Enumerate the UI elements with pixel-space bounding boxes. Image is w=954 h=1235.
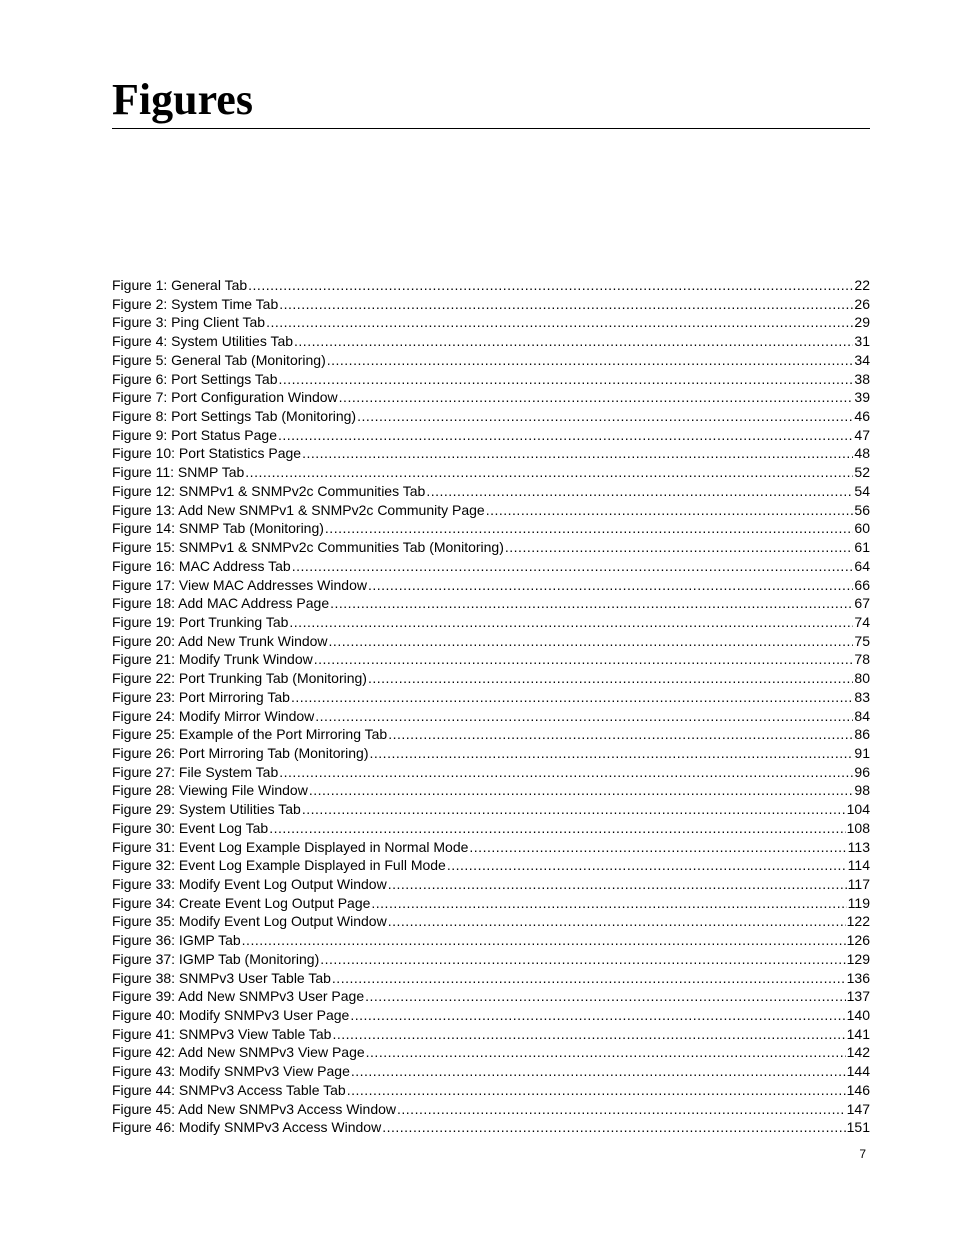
- dot-leader: [332, 1025, 845, 1044]
- dot-leader: [329, 632, 854, 651]
- toc-entry-label: Figure 36: IGMP Tab: [112, 932, 241, 949]
- toc-entry[interactable]: [112, 519, 870, 538]
- toc-entry-label: Figure 11: SNMP Tab: [112, 464, 245, 481]
- toc-entry[interactable]: [112, 650, 870, 669]
- toc-entry-page: 48: [854, 445, 870, 462]
- toc-entry-label: Figure 25: Example of the Port Mirroring Tab: [112, 726, 388, 743]
- toc-entry[interactable]: [112, 332, 870, 351]
- toc-entry-label: Figure 4: System Utilities Tab: [112, 333, 294, 350]
- toc-entry[interactable]: [112, 688, 870, 707]
- toc-entry-label: Figure 32: Event Log Example Displayed in Full Mode: [112, 857, 446, 874]
- toc-entry-label: Figure 14: SNMP Tab (Monitoring): [112, 520, 324, 537]
- dot-leader: [302, 444, 853, 463]
- dot-leader: [357, 407, 853, 426]
- title-divider: [112, 128, 870, 129]
- toc-entry-page: 104: [846, 801, 870, 818]
- dot-leader: [368, 669, 853, 688]
- toc-entry-label: Figure 23: Port Mirroring Tab: [112, 688, 290, 705]
- toc-entry-label: Figure 16: MAC Address Tab: [112, 557, 291, 574]
- toc-entry-label: Figure 41: SNMPv3 View Table Tab: [112, 1025, 332, 1042]
- toc-entry-page: 66: [854, 576, 870, 593]
- toc-entry-page: 78: [854, 651, 870, 668]
- toc-entry-page: 64: [854, 557, 870, 574]
- toc-entry-label: Figure 45: Add New SNMPv3 Access Window: [112, 1100, 397, 1117]
- toc-entry[interactable]: [112, 444, 870, 463]
- dot-leader: [370, 744, 854, 763]
- toc-entry-label: Figure 44: SNMPv3 Access Table Tab: [112, 1081, 346, 1098]
- toc-entry-page: 140: [846, 1007, 870, 1024]
- dot-leader: [314, 650, 854, 669]
- toc-entry-label: Figure 35: Modify Event Log Output Window: [112, 913, 387, 930]
- toc-entry-label: Figure 30: Event Log Tab: [112, 819, 269, 836]
- toc-entry-label: Figure 37: IGMP Tab (Monitoring): [112, 950, 320, 967]
- toc-entry[interactable]: [112, 1100, 870, 1119]
- toc-entry-page: 39: [854, 389, 870, 406]
- toc-entry[interactable]: [112, 557, 870, 576]
- toc-entry-page: 113: [847, 838, 870, 855]
- toc-entry-page: 67: [854, 595, 870, 612]
- toc-entry[interactable]: [112, 819, 870, 838]
- dot-leader: [289, 613, 853, 632]
- toc-entry-page: 47: [854, 426, 870, 443]
- dot-leader: [245, 463, 853, 482]
- toc-entry[interactable]: [112, 295, 870, 314]
- dot-leader: [371, 894, 846, 913]
- toc-entry-page: 146: [846, 1081, 870, 1098]
- toc-entry-page: 141: [846, 1025, 870, 1042]
- toc-entry-page: 136: [846, 969, 870, 986]
- dot-leader: [279, 763, 853, 782]
- toc-entry[interactable]: [112, 1062, 870, 1081]
- toc-entry-label: Figure 34: Create Event Log Output Page: [112, 894, 371, 911]
- toc-entry[interactable]: [112, 276, 870, 295]
- toc-entry-label: Figure 6: Port Settings Tab: [112, 370, 278, 387]
- toc-entry-page: 52: [854, 464, 870, 481]
- toc-entry-label: Figure 39: Add New SNMPv3 User Page: [112, 988, 365, 1005]
- dot-leader: [242, 931, 846, 950]
- toc-entry-label: Figure 12: SNMPv1 & SNMPv2c Communities Tab: [112, 482, 426, 499]
- dot-leader: [309, 781, 854, 800]
- toc-entry[interactable]: [112, 1043, 870, 1062]
- toc-entry-page: 96: [854, 763, 870, 780]
- toc-entry[interactable]: [112, 501, 870, 520]
- toc-entry-label: Figure 43: Modify SNMPv3 View Page: [112, 1063, 350, 1080]
- toc-entry[interactable]: [112, 576, 870, 595]
- toc-entry-page: 34: [854, 351, 870, 368]
- toc-entry[interactable]: [112, 1006, 870, 1025]
- toc-entry[interactable]: [112, 1081, 870, 1100]
- toc-entry[interactable]: [112, 388, 870, 407]
- dot-leader: [248, 276, 853, 295]
- dot-leader: [351, 1062, 846, 1081]
- dot-leader: [279, 370, 854, 389]
- dot-leader: [292, 557, 854, 576]
- dot-leader: [294, 332, 853, 351]
- toc-entry-page: 147: [846, 1100, 870, 1117]
- dot-leader: [347, 1081, 846, 1100]
- toc-entry-label: Figure 40: Modify SNMPv3 User Page: [112, 1007, 350, 1024]
- toc-entry[interactable]: [112, 744, 870, 763]
- page-title: Figures: [112, 75, 253, 124]
- toc-entry[interactable]: [112, 407, 870, 426]
- toc-entry[interactable]: [112, 351, 870, 370]
- dot-leader: [315, 707, 853, 726]
- toc-entry-page: 29: [854, 314, 870, 331]
- toc-entry-label: Figure 7: Port Configuration Window: [112, 389, 338, 406]
- toc-entry-label: Figure 9: Port Status Page: [112, 426, 277, 443]
- toc-entry-page: 86: [854, 726, 870, 743]
- toc-entry[interactable]: [112, 987, 870, 1006]
- toc-entry[interactable]: [112, 613, 870, 632]
- dot-leader: [339, 388, 854, 407]
- toc-entry[interactable]: [112, 426, 870, 445]
- toc-entry-label: Figure 24: Modify Mirror Window: [112, 707, 315, 724]
- toc-entry-page: 108: [846, 819, 870, 836]
- toc-entry[interactable]: [112, 931, 870, 950]
- toc-entry-page: 91: [854, 744, 870, 761]
- toc-entry-page: 31: [854, 333, 870, 350]
- toc-entry[interactable]: [112, 875, 870, 894]
- toc-entry[interactable]: [112, 482, 870, 501]
- dot-leader: [302, 800, 846, 819]
- toc-entry-page: 74: [854, 613, 870, 630]
- dot-leader: [332, 969, 846, 988]
- dot-leader: [327, 351, 854, 370]
- toc-entry[interactable]: [112, 1025, 870, 1044]
- dot-leader: [388, 875, 847, 894]
- toc-entry-page: 144: [846, 1063, 870, 1080]
- toc-entry-page: 117: [847, 876, 870, 892]
- toc-entry-page: 126: [846, 932, 870, 949]
- dot-leader: [291, 688, 853, 707]
- toc-entry-label: Figure 46: Modify SNMPv3 Access Window: [112, 1119, 382, 1136]
- toc-entry[interactable]: [112, 912, 870, 931]
- toc-entry-label: Figure 31: Event Log Example Displayed in Normal Mode: [112, 838, 469, 855]
- toc-entry-label: Figure 29: System Utilities Tab: [112, 801, 301, 818]
- toc-entry[interactable]: [112, 838, 870, 857]
- toc-entry-label: Figure 33: Modify Event Log Output Window: [112, 876, 387, 892]
- dot-leader: [388, 912, 846, 931]
- toc-entry-page: 38: [854, 370, 870, 387]
- toc-entry-label: Figure 5: General Tab (Monitoring): [112, 351, 326, 368]
- toc-entry-page: 129: [846, 950, 870, 967]
- toc-entry-page: 61: [854, 539, 870, 556]
- toc-entry-page: 22: [854, 277, 870, 293]
- toc-entry-label: Figure 13: Add New SNMPv1 & SNMPv2c Community Page: [112, 501, 485, 518]
- toc-entry-page: 122: [846, 913, 870, 930]
- toc-entry[interactable]: [112, 370, 870, 389]
- dot-leader: [330, 594, 853, 613]
- dot-leader: [325, 519, 854, 538]
- toc-entry[interactable]: [112, 781, 870, 800]
- toc-entry[interactable]: [112, 669, 870, 688]
- dot-leader: [486, 501, 854, 520]
- toc-entry[interactable]: [112, 707, 870, 726]
- dot-leader: [365, 987, 846, 1006]
- dot-leader: [350, 1006, 845, 1025]
- dot-leader: [278, 426, 853, 445]
- dot-leader: [368, 576, 853, 595]
- dot-leader: [279, 295, 853, 314]
- toc-entry-page: 151: [846, 1119, 870, 1136]
- toc-entry[interactable]: [112, 313, 870, 332]
- toc-entry-label: Figure 2: System Time Tab: [112, 295, 279, 312]
- toc-entry[interactable]: [112, 800, 870, 819]
- toc-entry-label: Figure 19: Port Trunking Tab: [112, 613, 289, 630]
- dot-leader: [505, 538, 854, 557]
- toc-entry[interactable]: [112, 1118, 870, 1137]
- toc-entry-page: 98: [854, 782, 870, 799]
- dot-leader: [266, 313, 853, 332]
- toc-entry-label: Figure 42: Add New SNMPv3 View Page: [112, 1044, 365, 1061]
- toc-entry-page: 56: [854, 501, 870, 518]
- toc-entry-label: Figure 3: Ping Client Tab: [112, 314, 266, 331]
- toc-entry[interactable]: [112, 632, 870, 651]
- dot-leader: [469, 838, 846, 857]
- dot-leader: [269, 819, 845, 838]
- toc-entry[interactable]: [112, 463, 870, 482]
- toc-entry-page: 46: [854, 408, 870, 425]
- toc-entry-label: Figure 27: File System Tab: [112, 763, 279, 780]
- toc-entry[interactable]: [112, 763, 870, 782]
- toc-entry-label: Figure 15: SNMPv1 & SNMPv2c Communities Tab (Monitoring): [112, 539, 504, 556]
- toc-entry-page: 83: [854, 688, 870, 705]
- toc-entry-page: 80: [854, 670, 870, 687]
- toc-entry-page: 54: [854, 482, 870, 499]
- toc-entry-page: 60: [854, 520, 870, 537]
- toc-entry-label: Figure 28: Viewing File Window: [112, 782, 308, 799]
- toc-entry[interactable]: [112, 538, 870, 557]
- toc-entry[interactable]: [112, 725, 870, 744]
- toc-entry[interactable]: [112, 950, 870, 969]
- list-of-figures: [112, 276, 870, 1137]
- dot-leader: [320, 950, 845, 969]
- toc-entry-label: Figure 38: SNMPv3 User Table Tab: [112, 969, 331, 986]
- toc-entry-label: Figure 20: Add New Trunk Window: [112, 632, 328, 649]
- toc-entry-page: 75: [854, 632, 870, 649]
- toc-entry-page: 142: [846, 1044, 870, 1061]
- toc-entry[interactable]: [112, 894, 870, 913]
- toc-entry-label: Figure 26: Port Mirroring Tab (Monitoring): [112, 744, 369, 761]
- dot-leader: [388, 725, 853, 744]
- dot-leader: [426, 482, 853, 501]
- toc-entry-label: Figure 8: Port Settings Tab (Monitoring): [112, 408, 357, 425]
- toc-entry-page: 137: [846, 988, 870, 1005]
- dot-leader: [382, 1118, 845, 1137]
- toc-entry-label: Figure 1: General Tab: [112, 277, 248, 293]
- toc-entry-page: 84: [854, 707, 870, 724]
- toc-entry[interactable]: [112, 594, 870, 613]
- toc-entry[interactable]: [112, 969, 870, 988]
- toc-entry-page: 119: [847, 894, 870, 911]
- toc-entry-label: Figure 17: View MAC Addresses Window: [112, 576, 367, 593]
- toc-entry-label: Figure 22: Port Trunking Tab (Monitoring): [112, 670, 367, 687]
- toc-entry-label: Figure 10: Port Statistics Page: [112, 445, 302, 462]
- dot-leader: [366, 1043, 846, 1062]
- toc-entry[interactable]: [112, 856, 870, 875]
- dot-leader: [447, 856, 847, 875]
- toc-entry-label: Figure 21: Modify Trunk Window: [112, 651, 313, 668]
- toc-entry-page: 114: [847, 857, 870, 874]
- toc-entry-page: 26: [854, 295, 870, 312]
- toc-entry-label: Figure 18: Add MAC Address Page: [112, 595, 330, 612]
- dot-leader: [397, 1100, 846, 1119]
- page-number: 7: [859, 1147, 866, 1161]
